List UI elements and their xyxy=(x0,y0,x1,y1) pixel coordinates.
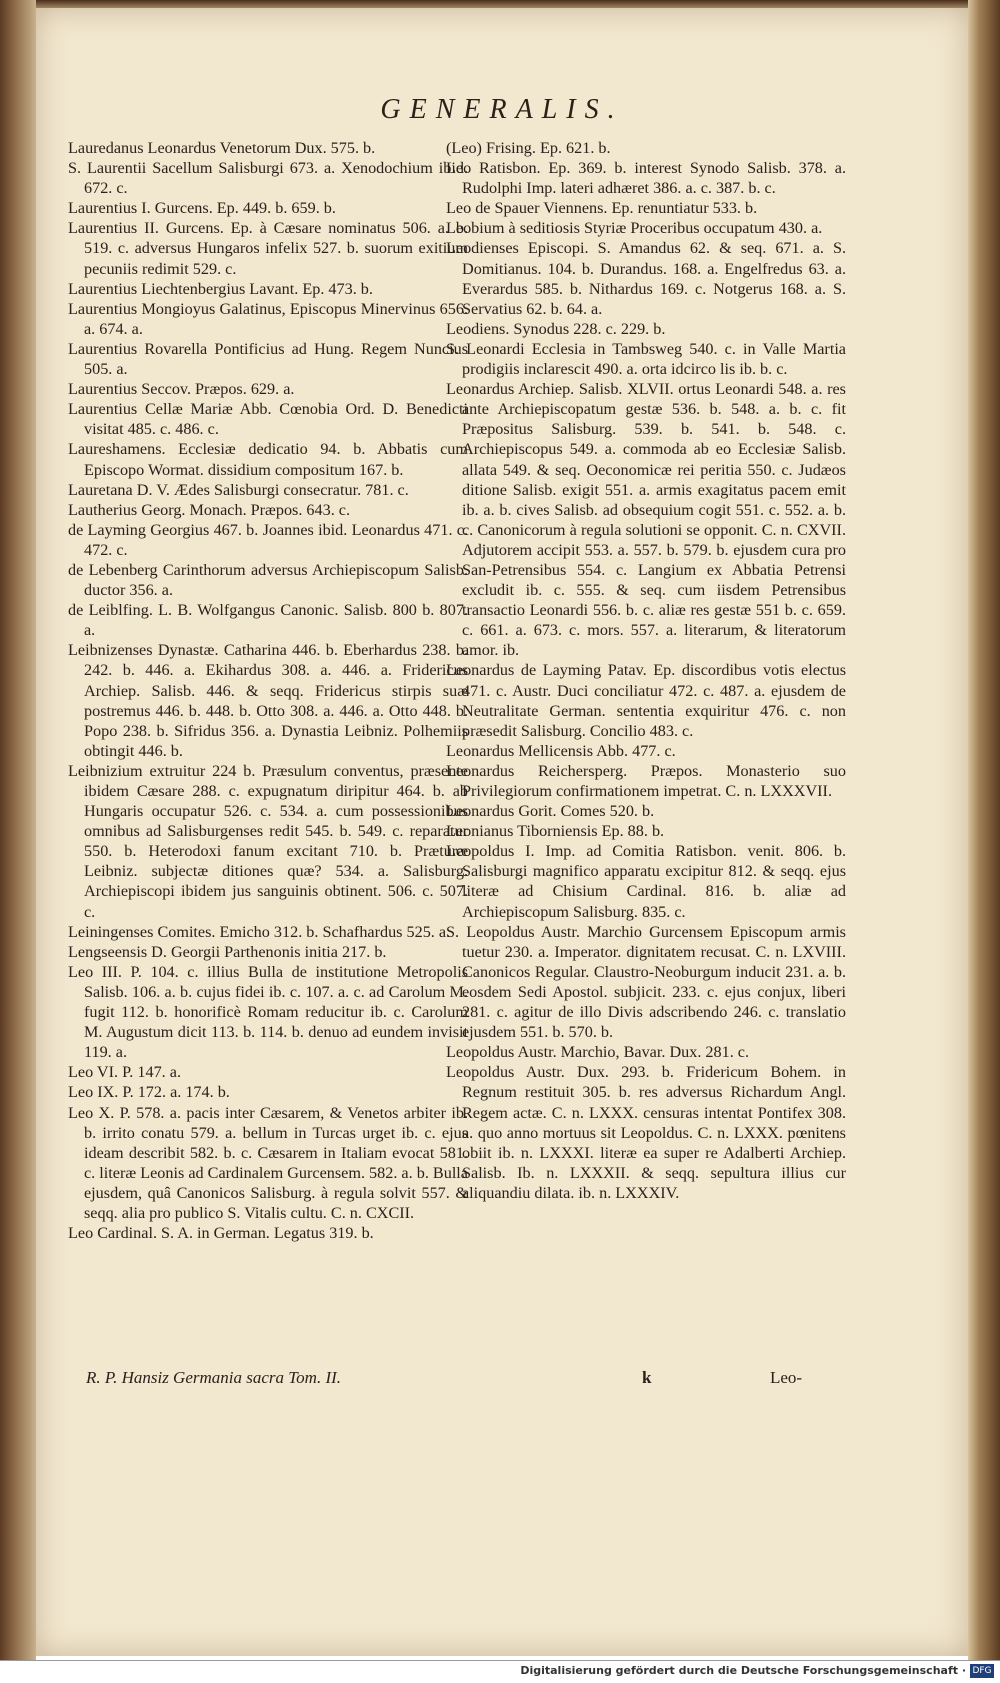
book-page xyxy=(36,8,968,1656)
index-entry: Leopoldus Austr. Dux. 293. b. Fridericum Bohem. in Regnum restituit 305. b. res adversus Richardum Angl. Regem actæ. C. n. LXXX. censuras intentat Pontifex 308. a. quo anno mortuus sit Leopoldus. C. n. LXXX. pœnitens obiit ib. n. LXXXI. literæ ea super re Adalberti Archiep. Salisb. Ib. n. LXXXII. & seqq. sepultura illius cur aliquandiu dilata. ib. n. LXXXIV. xyxy=(446,1063,846,1202)
index-entry: de Layming Georgius 467. b. Joannes ibid. Leonardus 471. c. 472. c. xyxy=(68,520,468,559)
index-entry: Leonardus Mellicensis Abb. 477. c. xyxy=(446,741,676,760)
printer-signature-line: R. P. Hansiz Germania sacra Tom. II. xyxy=(86,1368,342,1387)
index-entry: Leonardus Archiep. Salisb. XLVII. ortus Leonardi 548. a. res ante Archiepiscopatum gestæ 536. b. 548. a. b. c. fit Præpositus Salisburg. 539. b. 541. b. 548. c. Archiepiscopus 549. a. commoda ab eo Ecclesiæ Salisb. allata 549. & seq. Oeconomicæ rei peritia 550. c. Judæos ditione Salisb. exigit 551. a. armis exagitatus pacem emit ib. a. b. cives Salisb. ad obsequium cogit 551. c. 552. a. b. c. Canonicorum à regula solutioni se opponit. C. n. CXVII. Adjutorem accipit 553. a. 557. b. 579. b. ejusdem cura pro San-Petrensibus 554. c. Langium ex Abbatia Petrensi excludit ib. c. 555. & seq. cum iisdem Petrensibus transactio Leonardi 556. b. c. aliæ res gestæ 551 b. c. 659. c. 661. a. 673. c. mors. 557. a. literarum, & literatorum amor. ib. xyxy=(446,380,846,660)
index-column-left xyxy=(68,138,468,1243)
index-entry: Leodienses Episcopi. S. Amandus 62. & seq. 671. a. S. Domitianus. 104. b. Durandus. 168. a. Engelfredus 63. a. Everardus 585. b. Nithardus 169. c. Notgerus 168. a. S. Servatius 62. b. 64. a. xyxy=(446,239,846,318)
running-head: GENERALIS. xyxy=(380,94,624,125)
catchword: Leo- xyxy=(770,1368,803,1387)
index-entry: Leopoldus I. Imp. ad Comitia Ratisbon. venit. 806. b. Salisburgi magnifico apparatu excipitur 812. & seqq. ejus literæ ad Chisium Cardinal. 816. b. aliæ ad Archiepiscopum Salisburg. 835. c. xyxy=(446,842,846,921)
index-entry: Laurentius Seccov. Præpos. 629. a. xyxy=(68,380,295,399)
index-entry: Leo III. P. 104. c. illius Bulla de institutione Metropolis Salisb. 106. a. b. cujus fidei ib. c. 107. a. c. ad Carolum M. fugit 112. b. honorificè Romam reducitur ib. c. Carolum M. Augustum dicit 113. b. 114. b. denuo ad eundem invisit 119. a. xyxy=(68,962,468,1062)
index-entry: Leo Cardinal. S. A. in German. Legatus 319. b. xyxy=(68,1224,374,1243)
index-entry: Laurentius I. Gurcens. Ep. 449. b. 659. b. xyxy=(68,199,336,218)
index-entry: Leibnizium extruitur 224 b. Præsulum conventus, præsente ibidem Cæsare 288. c. expugnatum diripitur 464. b. ab Hungaris occupatur 526. c. 534. a. cum possessionibus omnibus ad Salisburgenses redit 545. b. 549. c. reparatur 550. b. Heterodoxi fanum excitant 710. b. Præturæ Leibniz. subjectæ ditiones quæ? 534. a. Salisburg. Archiepiscopi ibidem jus sanguinis obtinent. 506. c. 507. c. xyxy=(68,761,468,921)
index-entry: Lauretana D. V. Ædes Salisburgi consecratur. 781. c. xyxy=(68,480,409,499)
index-entry: Laurentius Cellæ Mariæ Abb. Cœnobia Ord. D. Benedicti visitat 485. c. 486. c. xyxy=(68,400,468,439)
index-entry: Leo IX. P. 172. a. 174. b. xyxy=(68,1083,230,1102)
index-entry: S. Leonardi Ecclesia in Tambsweg 540. c. in Valle Martia prodigiis inclarescit 490. a. orta idcirco lis ib. b. c. xyxy=(446,339,846,379)
index-entry: Leo VI. P. 147. a. xyxy=(68,1063,182,1082)
index-entry: Leiningenses Comites. Emicho 312. b. Schafhardus 525. a. xyxy=(68,922,451,941)
index-entry: Leobium à seditiosis Styriæ Proceribus occupatum 430. a. xyxy=(446,219,823,238)
dfg-funding-banner xyxy=(0,1660,1000,1683)
index-entry: Leonardus de Layming Patav. Ep. discordibus votis electus 471. c. Austr. Duci conciliatur 472. c. 487. a. ejusdem de Neutralitate German. sententia exquiritur 476. c. non præsedit Salisburg. Concilio 483. c. xyxy=(446,661,846,740)
index-entry: Leibnizenses Dynastæ. Catharina 446. b. Eberhardus 238. b. 242. b. 446. a. Ekihardus 308. a. 446. a. Fridericus Archiep. Salisb. 446. & seqq. Fridericus stirpis suæ postremus 446. b. 448. b. Otto 308. a. 446. a. Otto 448. b. Popo 238. b. Sifridus 356. a. Dynastia Leibniz. Polhemiis obtingit 446. b. xyxy=(68,641,468,760)
index-entry: Leonardus Gorit. Comes 520. b. xyxy=(446,802,655,821)
index-entry: Lautherius Georg. Monach. Præpos. 643. c. xyxy=(68,500,351,519)
index-entry: Leo X. P. 578. a. pacis inter Cæsarem, & Venetos arbiter ib. b. irrito conatu 579. a. bellum in Turcas urget ib. c. ejus ideam describit 582. b. c. Cæsarem in Italiam evocat 581. c. literæ Leonis ad Cardinalem Gurcensem. 582. a. b. Bulla ejusdem, quâ Canonicos Salisburg. à regula solvit 557. & seqq. alia pro publico S. Vitalis cultu. C. n. CXCII. xyxy=(68,1103,468,1222)
index-entry: (Leo) Frising. Ep. 621. b. xyxy=(446,139,611,157)
index-entry: de Leiblfing. L. B. Wolfgangus Canonic. Salisb. 800 b. 807. a. xyxy=(68,601,468,640)
index-entry: Leonardus Reichersperg. Præpos. Monasterio suo Privilegiorum confirmationem impetrat. C. n. LXXXVII. xyxy=(446,761,846,800)
book-gutter-left xyxy=(0,0,36,1660)
index-entry: Leonianus Tiborniensis Ep. 88. b. xyxy=(446,822,665,841)
index-entry: de Lebenberg Carinthorum adversus Archiepiscopum Salisb. ductor 356. a. xyxy=(68,560,468,600)
index-entry: Laurentius Liechtenbergius Lavant. Ep. 473. b. xyxy=(68,279,373,298)
index-entry: Leodiens. Synodus 228. c. 229. b. xyxy=(446,319,666,338)
index-entry: Laurentius Mongioyus Galatinus, Episcopus Minervinus 656. a. 674. a. xyxy=(68,299,468,338)
index-entry: Laureshamens. Ecclesiæ dedicatio 94. b. Abbatis cum Episcopo Wormat. dissidium compositum 167. b. xyxy=(68,440,468,479)
index-entry: S. Leopoldus Austr. Marchio Gurcensem Episcopum armis tuetur 230. a. Imperator. dignitatem recusat. C. n. LXVIII. Canonicos Regular. Claustro-Neoburgum inducit 231. a. b. eosdem Sedi Apostol. subjicit. 233. c. ejus conjux, liberi 281. c. agitur de illo Divis adscribendo 246. c. translatio ejusdem 551. b. 570. b. xyxy=(446,922,846,1042)
index-entry: Leopoldus Austr. Marchio, Bavar. Dux. 281. c. xyxy=(446,1043,750,1062)
index-column-right xyxy=(446,138,846,1203)
index-entry: Lengseensis D. Georgii Parthenonis initia 217. b. xyxy=(68,942,387,961)
index-entry: Lauredanus Leonardus Venetorum Dux. 575. b. xyxy=(68,139,376,157)
signature-mark: k xyxy=(642,1368,652,1387)
dfg-funding-text: Digitalisierung gefördert durch die Deutsche Forschungsgemeinschaft · xyxy=(520,1664,966,1677)
dfg-logo-icon: DFG xyxy=(970,1664,994,1678)
index-entry: Laurentius II. Gurcens. Ep. à Cæsare nominatus 506. a. b. 519. c. adversus Hungaros infelix 527. b. suorum exitium pecuniis redimit 529. c. xyxy=(68,219,468,278)
index-entry: Laurentius Rovarella Pontificius ad Hung. Regem Nuncius 505. a. xyxy=(68,339,468,379)
index-entry: S. Laurentii Sacellum Salisburgi 673. a. Xenodochium ibid. 672. c. xyxy=(68,159,468,198)
index-entry: Leo de Spauer Viennens. Ep. renuntiatur 533. b. xyxy=(446,199,758,218)
index-entry: Leo Ratisbon. Ep. 369. b. interest Synodo Salisb. 378. a. Rudolphi Imp. lateri adhæret 386. a. c. 387. b. c. xyxy=(446,159,846,198)
book-page-edges-right xyxy=(968,0,1000,1660)
